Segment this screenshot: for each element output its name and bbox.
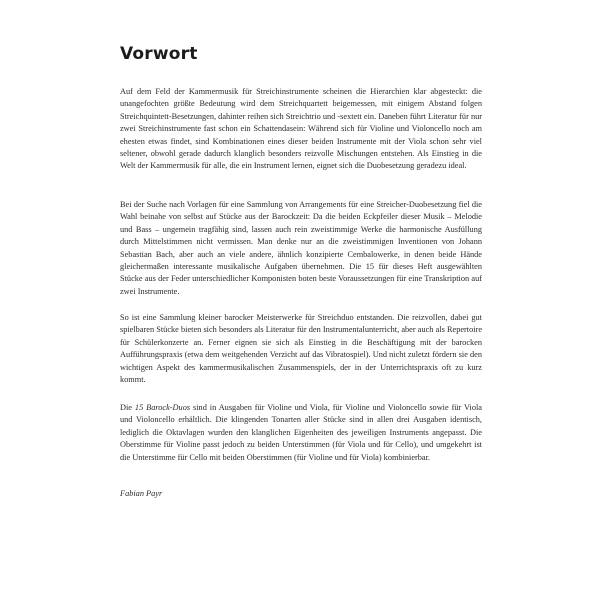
paragraph-3: So ist eine Sammlung kleiner barocker Meisterwerke für Streichduo entstanden. Die reizvollen, dabei gut spielbaren Stücke bieten sich besonders als Literatur für den Instrumentalunterricht, aber auch als Repertoire für Schülerkonzerte an. Ferner eignen sie sich als Einstieg in die Beschäftigung mit der barocken Aufführungspraxis (etwa dem weitgehenden Verzicht auf das Vibratospiel). Und nicht zuletzt fördern sie den wichtigen Aspekt des kammermusikalischen Zusammenspiels, der in der Unterrichtspraxis oft zu kurz kommt. <box>120 313 482 385</box>
author-signature: Fabian Payr <box>120 489 163 498</box>
paragraph-4 <box>120 402 482 464</box>
page-title: Vorwort <box>120 44 198 64</box>
edition-title: 15 Barock-Duos <box>134 403 191 412</box>
paragraph-4-prefix: Die <box>120 403 135 412</box>
paragraph-1: Auf dem Feld der Kammermusik für Streichinstrumente scheinen die Hierarchien klar abgesteckt: die unangefochten größte Bedeutung wird dem Streichquartett beigemessen, mit einigem Abstand folgen Streichquintett-Besetzungen, dahinter reihen sich Streichtrio und -sextett ein. Daneben führt Literatur für nur zwei Streichinstrumente fast schon ein Schattendasein: Während sich für Violine und Violoncello noch am ehesten etwas findet, sind Kombinationen eines dieser beiden Instrumente mit der Viola schon sehr viel seltener, obwohl gerade dadurch klanglich besonders reizvolle Mischungen entstehen. Als Einstieg in die Welt der Kammermusik für alle, die ein Instrument lernen, eignet sich die Duobesetzung geradezu ideal. <box>120 87 482 171</box>
paragraph-2: Bei der Suche nach Vorlagen für eine Sammlung von Arrangements für eine Streicher-Duobesetzung fiel die Wahl beinahe von selbst auf Stücke aus der Barockzeit: Da die beiden Eckpfeiler dieser Musik – Melodie und Bass – ungemein tragfähig sind, lassen auch rein zweistimmige Werke die harmonische Ausfüllung durch Mittelstimmen nicht vermissen. Man denke nur an die zweistimmigen Inventionen von Johann Sebastian Bach, aber auch an viele andere, ähnlich konzipierte Cembalowerke, in denen beide Hände gleichermaßen interessante musikalische Aufgaben übernehmen. Die 15 für dieses Heft ausgewählten Stücke aus der Feder unterschiedlicher Komponisten boten beste Voraussetzungen für eine Transkription auf zwei Instrumente. <box>120 200 482 296</box>
paragraph-4-text: sind in Ausgaben für Violine und Viola, für Violine und Violoncello sowie für Viola und Violoncello erhältlich. Die klingenden Tonarten aller Stücke sind in allen drei Ausgaben identisch, lediglich die Oktavlagen wurden den klanglichen Eigenheiten des jeweiligen Instruments angepasst. Die Oberstimme für Violine passt jedoch zu beiden Unterstimmen (für Viola und für Cello), und umgekehrt ist die Unterstimme für Cello mit beiden Oberstimmen (für Violine und für Viola) kombinierbar. <box>120 403 482 462</box>
